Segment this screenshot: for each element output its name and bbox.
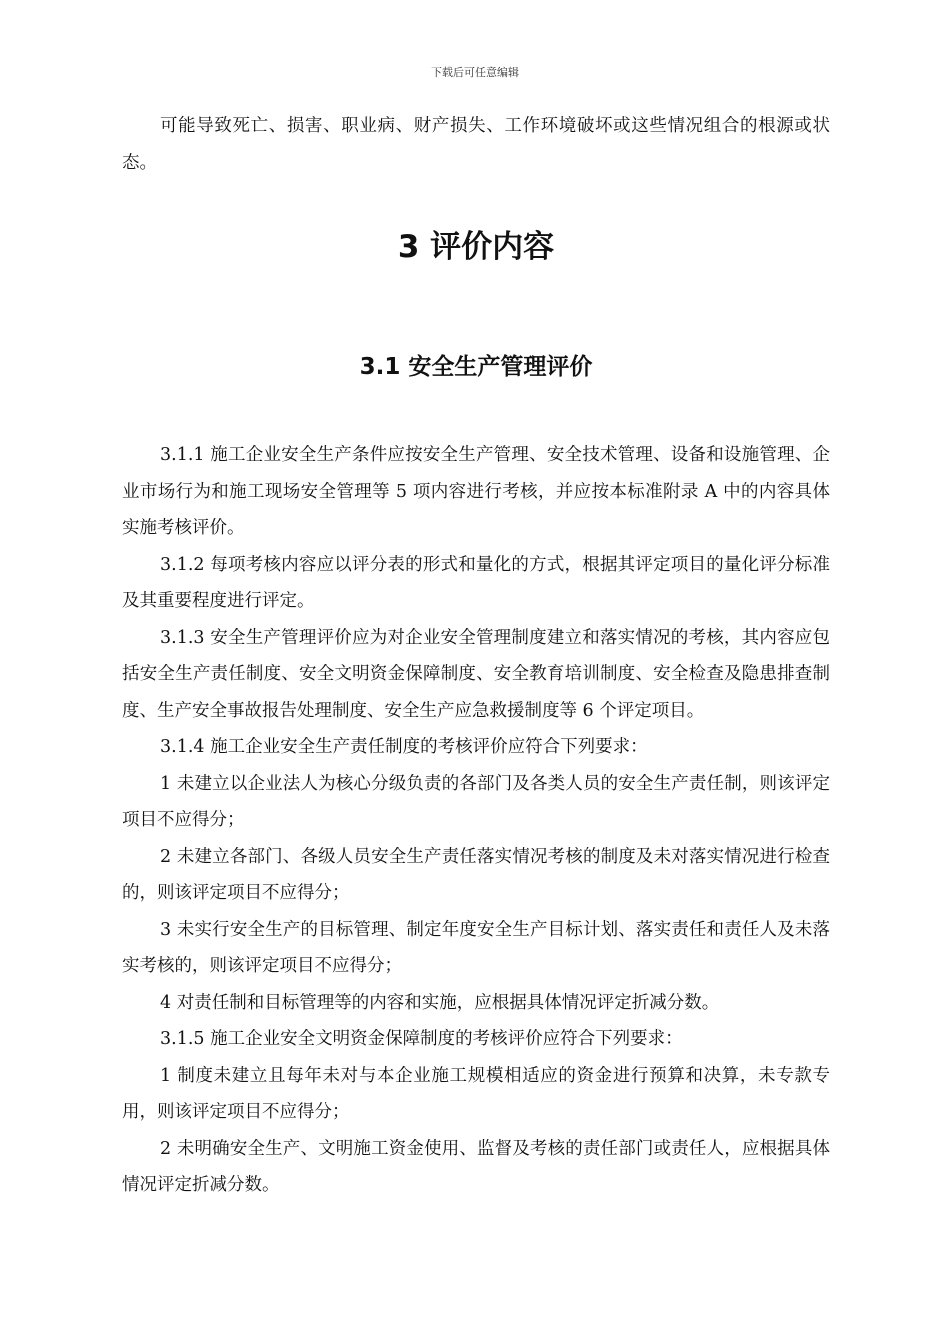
document-body <box>122 108 830 1204</box>
paragraph-3-1-2: 3.1.2 每项考核内容应以评分表的形式和量化的方式，根据其评定项目的量化评分标准及其重要程度进行评定。 <box>122 554 830 611</box>
paragraph-3-1-4: 3.1.4 施工企业安全生产责任制度的考核评价应符合下列要求： <box>160 737 648 757</box>
section-title: 3.1 安全生产管理评价 <box>359 354 593 380</box>
paragraph-3-1-1: 3.1.1 施工企业安全生产条件应按安全生产管理、安全技术管理、设备和设施管理、企业市场行为和施工现场安全管理等 5 项内容进行考核，并应按本标准附录 A 中的内容具体实施考核评价。 <box>122 445 830 538</box>
paragraph-3-1-3: 3.1.3 安全生产管理评价应为对企业安全管理制度建立和落实情况的考核，其内容应包括安全生产责任制度、安全文明资金保障制度、安全教育培训制度、安全检查及隐患排查制度、生产安全事故报告处理制度、安全生产应急救援制度等 6 个评定项目。 <box>122 627 830 721</box>
list-item: 1 制度未建立且每年未对与本企业施工规模相适应的资金进行预算和决算，未专款专用，则该评定项目不应得分； <box>122 1065 830 1122</box>
list-item: 3 未实行安全生产的目标管理、制定年度安全生产目标计划、落实责任和责任人及未落实考核的，则该评定项目不应得分； <box>122 919 830 976</box>
intro-paragraph: 可能导致死亡、损害、职业病、财产损失、工作环境破坏或这些情况组合的根源或状态。 <box>122 116 830 173</box>
list-item: 2 未建立各部门、各级人员安全生产责任落实情况考核的制度及未对落实情况进行检查的，则该评定项目不应得分； <box>122 846 830 903</box>
list-item: 4 对责任制和目标管理等的内容和实施，应根据具体情况评定折减分数。 <box>160 992 720 1013</box>
list-item: 2 未明确安全生产、文明施工资金使用、监督及考核的责任部门或责任人，应根据具体情况评定折减分数。 <box>122 1138 830 1195</box>
page-header-note: 下载后可任意编辑 <box>431 66 519 79</box>
chapter-title: 3 评价内容 <box>397 229 555 265</box>
list-item: 1 未建立以企业法人为核心分级负责的各部门及各类人员的安全生产责任制，则该评定项目不应得分； <box>122 773 830 830</box>
section-paragraphs <box>122 437 830 1204</box>
paragraph-3-1-5: 3.1.5 施工企业安全文明资金保障制度的考核评价应符合下列要求： <box>160 1029 683 1049</box>
